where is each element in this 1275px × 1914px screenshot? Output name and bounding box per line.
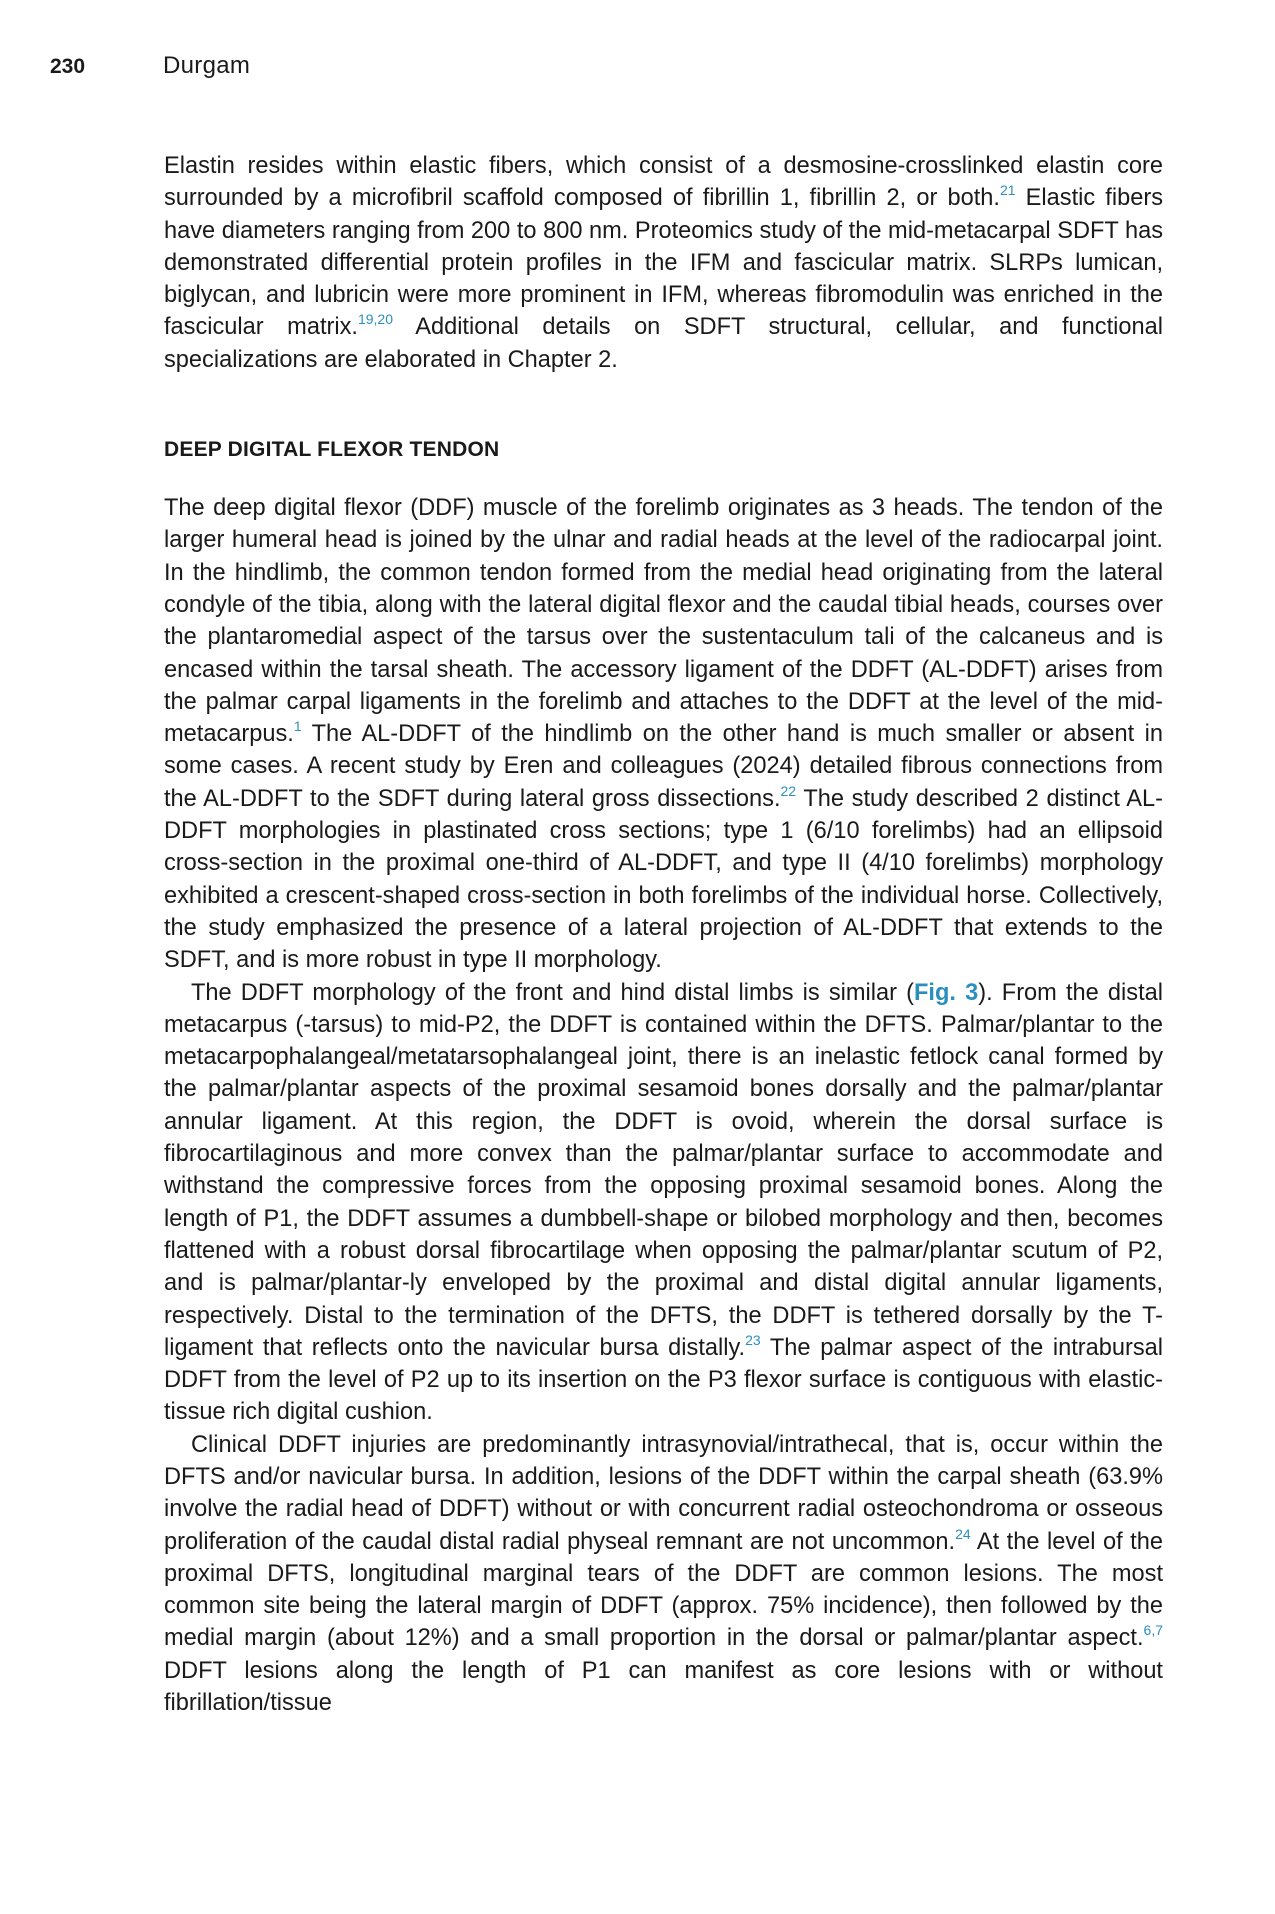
figure-link[interactable]: Fig. 3 [914,979,979,1006]
text-run: The DDFT morphology of the front and hind distal limbs is similar ( [191,979,915,1006]
citation-link[interactable]: 1 [293,718,302,735]
text-run: The study described 2 distinct AL-DDFT morphologies in plastinated cross sections; type 1 (6/10 forelimbs) had an ellipsoid cross-section in the proximal one-third of AL-DDFT, and type II (4/10 forelimbs) morphology exhibited a crescent-shaped cross-section in both forelimbs of the individual horse. Collectively, the study emphasized the presence of a lateral projection of AL-DDFT that extends to the SDFT, and is more robust in type II morphology. [164,785,1163,974]
text-run: The palmar aspect of the intrabursal DDFT from the level of P2 up to its insertion on the P3 flexor surface is contiguous with elastic-tissue rich digital cushion. [164,1334,1163,1426]
citation-link[interactable]: 23 [745,1332,761,1348]
citation-link[interactable]: 19,20 [357,311,393,328]
text-run: DDFT lesions along the length of P1 can manifest as core lesions with or without fibrillation/tissue [164,1657,1163,1717]
page-header [50,52,250,82]
text-run: Elastin resides within elastic fibers, which consist of a desmosine-crosslinked elastin core surrounded by a microfibril scaffold composed of fibrillin 1, fibrillin 2, or both. [164,153,1163,212]
citation-link[interactable]: 24 [955,1525,971,1542]
paragraph-clinical-injuries [164,1429,1163,1720]
citation-link[interactable]: 22 [780,782,797,799]
text-run: At the level of the proximal DFTS, longitudinal marginal tears of the DDFT are common lesions. The most common site being the lateral margin of DDFT (approx. 75% incidence), then followed by the medial margin (about 12%) and a small proportion in the dorsal or palmar/plantar aspect. [164,1528,1163,1652]
text-run: The AL-DDFT of the hindlimb on the other hand is much smaller or absent in some cases. A recent study by Eren and colleagues (2024) detailed fibrous connections from the AL-DDFT to the SDFT during lateral gross dissections. [164,721,1163,812]
text-run: ). From the distal metacarpus (-tarsus) to mid-P2, the DDFT is contained within the DFTS. Palmar/​plantar to the metacarpophalangeal/metatarsophalangeal joint, there is an inelastic fetlock canal formed by the palmar/plantar aspects of the proximal sesamoid bones dorsally and the palmar/plantar annular ligament. At this region, the DDFT is ovoid, wherein the dorsal surface is fibrocartilaginous and more convex than the palmar/​plantar surface to accommodate and withstand the compressive forces from the opposing proximal sesamoid bones. Along the length of P1, the DDFT assumes a dumbbell-shape or bilobed morphology and then, becomes flattened with a robust dorsal fibrocartilage when opposing the palmar/plantar scutum of P2, and is palmar/plantar-ly enveloped by the proximal and distal digital annular ligaments, respectively. Distal to the termination of the DFTS, the DDFT is tethered dorsally by the T-ligament that reflects onto the navicular bursa distally. [164,979,1163,1361]
running-head: Durgam [163,52,251,79]
section-heading: DEEP DIGITAL FLEXOR TENDON [164,438,500,462]
text-run: Clinical DDFT injuries are predominantly intrasynovial/intrathecal, that is, occur within the DFTS and/or navicular bursa. In addition, lesions of the DDFT within the carpal sheath (63.9% involve the radial head of DDFT) without or with concurrent radial osteochondroma or osseous proliferation of the caudal distal radial physeal remnant are not uncommon. [164,1431,1163,1555]
text-run: Elastic fibers have diameters ranging from 200 to 800 nm. Proteomics study of the mid-metacarpal SDFT has demonstrated differential protein profiles in the IFM and fascicular matrix. SLRPs lumican, biglycan, and lubricin were more prominent in IFM, whereas fibromodulin was enriched in the fascicular matrix. [164,185,1163,341]
citation-link[interactable]: 21 [999,182,1016,199]
article-body [164,150,1163,1719]
page-number: 230 [50,55,86,78]
text-run: The deep digital flexor (DDF) muscle of the forelimb originates as 3 heads. The tendon of the larger humeral head is joined by the ulnar and radial heads at the level of the radiocarpal joint. In the hindlimb, the common tendon formed from the medial head originating from the lateral condyle of the tibia, along with the lateral digital flexor and the caudal tibial heads, courses over the plantaromedial aspect of the tarsus over the sustentaculum tali of the calcaneus and is encased within the tarsal sheath. The accessory ligament of the DDFT (AL-DDFT) arises from the palmar carpal ligaments in the forelimb and attaches to the DDFT at the level of the mid-metacarpus. [164,495,1163,748]
paragraph-ddf-muscle [164,492,1163,976]
text-run: Additional details on SDFT structural, cellular, and functional specializations are elaborated in Chapter 2. [164,314,1163,373]
citation-link[interactable]: 6,7 [1143,1622,1163,1639]
paragraph-ddft-morphology [164,977,1163,1429]
paragraph-elastin [164,150,1163,376]
